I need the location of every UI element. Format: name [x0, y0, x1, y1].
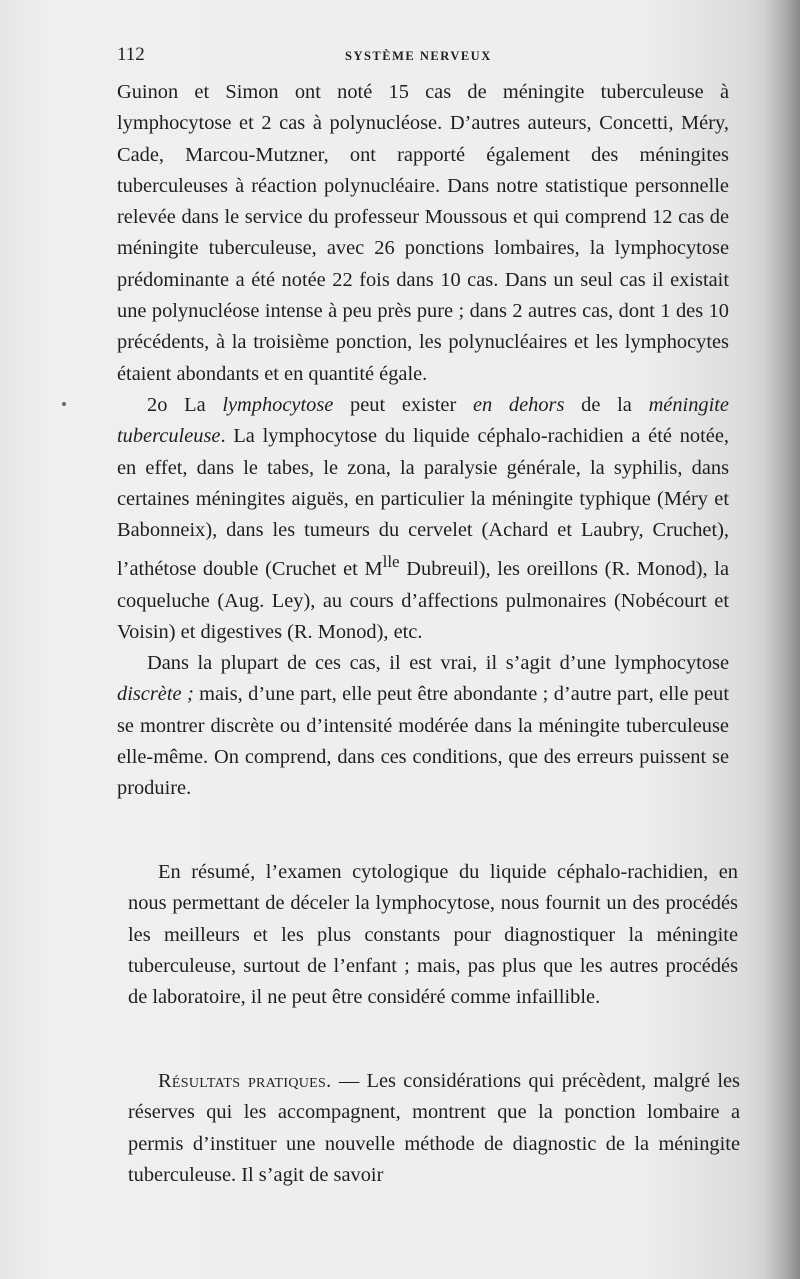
paragraph-number: 2o [147, 393, 168, 416]
italic-term: méningite tuberculeuse [117, 393, 729, 448]
italic-term: lymphocytose [222, 393, 334, 416]
summary-text [128, 857, 738, 1013]
paragraph-continued: Guinon et Simon ont noté 15 cas de méningite tuberculeuse à lymphocytose et 2 cas à polynucléose. D’autres auteurs, Concetti, Méry, Cade, Marcou-Mutzner, ont rapporté également des méningites tuberculeuses à réaction polynucléaire. Dans notre statistique personnelle relevée dans le service du professeur Moussous et qui comprend 12 cas de méningite tuberculeuse, avec 26 ponctions lombaires, la lymphocytose prédominante a été notée 22 fois dans 10 cas. Dans un seul cas il existait une polynucléose intense à peu près pure ; dans 2 autres cas, dont 1 des 10 précédents, à la troisième ponction, les polynucléaires et les lymphocytes étaient abondants et en quantité égale. [117, 81, 729, 385]
page-edge-shadow [764, 0, 800, 1279]
main-text [117, 77, 729, 805]
paragraph-discrete: Dans la plupart de ces cas, il est vrai, il s’agit d’une lymphocytose discrète ; mais, d’une part, elle peut être abondante ; d’autre part, elle peut se montrer discrète ou d’intensité modérée dans la méningite tuberculeuse elle-même. On comprend, dans ces conditions, que des erreurs puissent se produire. [117, 652, 730, 800]
paragraph-resume: En résumé, l’examen cytologique du liquide céphalo-rachidien, en nous permettant de déceler la lymphocytose, nous fournit un des procédés les meilleurs et les plus constants pour diagnostiquer la méningite tuberculeuse, surtout de l’enfant ; mais, pas plus que les autres procédés de laboratoire, il ne peut être considéré comme infaillible. [128, 861, 738, 1009]
paragraph-resultats: Résultats pratiques. — Les considérations qui précèdent, malgré les réserves qui les accompagnent, montrent que la ponction lombaire a permis d’instituer une nouvelle méthode de diagnostic de la méningite tuberculeuse. Il s’agit de savoir [128, 1070, 740, 1186]
ink-speck [62, 402, 66, 406]
section-heading: Résultats pratiques. [158, 1070, 332, 1092]
italic-term: discrète ; [117, 683, 194, 706]
page-number: 112 [117, 44, 145, 65]
running-header [117, 40, 725, 70]
running-title: SYSTÈME NERVEUX [345, 49, 492, 63]
paragraph-lymphocytose-hors-meningite: 2o La lymphocytose peut exister en dehors de la méningite tuberculeuse. La lymphocytose du liquide céphalo-rachidien a été notée, en effet, dans le tabes, le zona, la paralysie générale, la syphilis, dans certaines méningites aiguës, en particulier la méningite typhique (Méry et Babonneix), dans les tumeurs du cervelet (Achard et Laubry, Cruchet), l’athétose double (Cruchet et $M^{lle}$ Dubreuil), les oreillons (R. Monod), la coqueluche (Aug. Ley), au cours d’affections pulmonaires (Nobécourt et Voisin) et digestives (R. Monod), etc. [117, 393, 729, 643]
results-text [128, 1066, 740, 1191]
superscript: lle [382, 552, 400, 572]
italic-term: en dehors [472, 393, 565, 416]
